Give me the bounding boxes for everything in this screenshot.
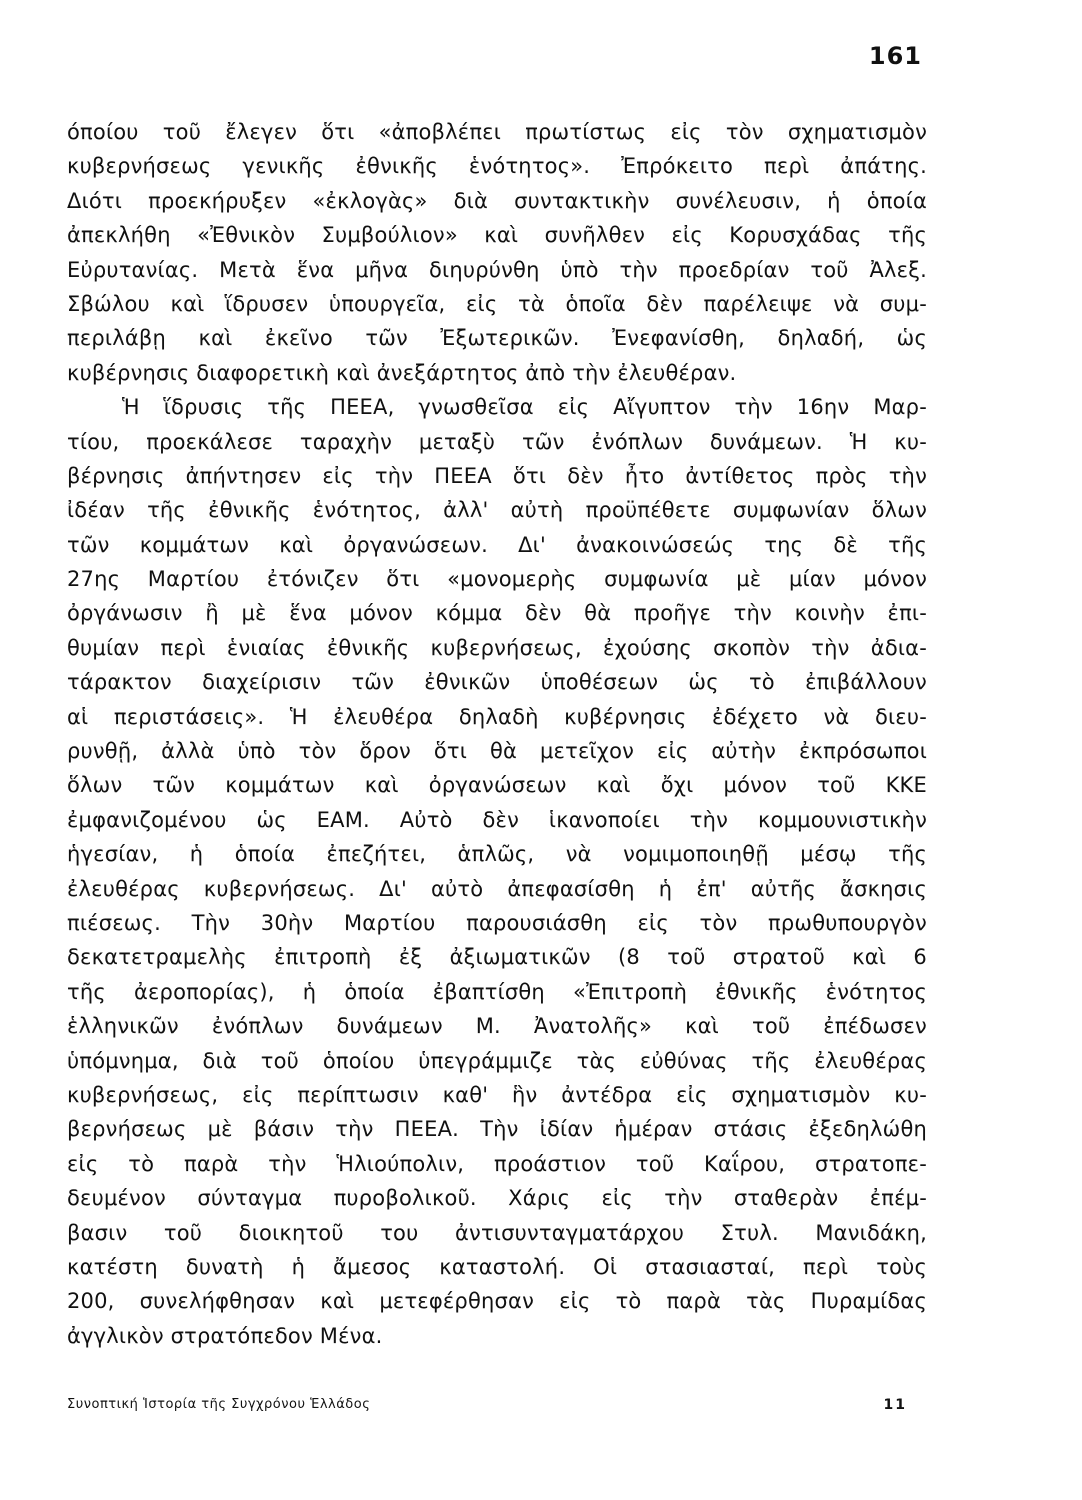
text-line: τῆς ἀεροπορίας), ἡ ὁποία ἐβαπτίσθη «Ἐπιτροπὴ ἐθνικῆς ἑνότητος: [67, 979, 927, 1004]
text-line: ἡγεσίαν, ἡ ὁποία ἐπεζήτει, ἁπλῶς, νὰ νομιμοποιηθῇ μέσῳ τῆς: [67, 842, 927, 867]
text-line: Σβώλου καὶ ἵδρυσεν ὑπουργεῖα, εἰς τὰ ὁποῖα δὲν παρέλειψε νὰ συμ-: [67, 291, 927, 316]
text-line: κατέστη δυνατὴ ἡ ἄμεσος καταστολή. Οἱ στασιασταί, περὶ τοὺς: [67, 1254, 927, 1279]
text-line: όποίου τοῦ ἔλεγεν ὅτι «ἀποβλέπει πρωτίστως εἰς τὸν σχηματισμὸν: [67, 120, 927, 144]
text-line: Εὐρυτανίας. Μετὰ ἕνα μῆνα διηυρύνθη ὑπὸ τὴν προεδρίαν τοῦ Ἀλεξ.: [67, 257, 927, 282]
text-line: κυβερνήσεως, εἰς περίπτωσιν καθ' ἣν ἀντέδρα εἰς σχηματισμὸν κυ-: [67, 1082, 927, 1107]
text-line: τῶν κομμάτων καὶ ὀργανώσεων. Δι' ἀνακοινώσεώς της δὲ τῆς: [67, 532, 927, 557]
text-line: τίου, προεκάλεσε ταραχὴν μεταξὺ τῶν ἐνόπλων δυνάμεων. Ἡ κυ-: [67, 429, 927, 454]
text-line: ἐλευθέρας κυβερνήσεως. Δι' αὐτὸ ἀπεφασίσθη ἡ ἐπ' αὐτῆς ἄσκησις: [67, 876, 927, 901]
text-line: τάρακτον διαχείρισιν τῶν ἐθνικῶν ὑποθέσεων ὡς τὸ ἐπιβάλλουν: [67, 670, 927, 695]
book-title-footer: Συνοπτική Ἱστορία τῆς Συγχρόνου Ἑλλάδος: [67, 1397, 371, 1412]
text-line: ὑπόμνημα, διὰ τοῦ ὁποίου ὑπεγράμμιζε τὰς εὐθύνας τῆς ἐλευθέρας: [67, 1048, 927, 1073]
text-line: δευμένον σύνταγμα πυροβολικοῦ. Χάρις εἰς τὴν σταθερὰν ἐπέμ-: [67, 1186, 927, 1211]
text-line: ἑλληνικῶν ἐνόπλων δυνάμεων Μ. Ἀνατολῆς» καὶ τοῦ ἐπέδωσεν: [67, 1014, 927, 1039]
page-number: 161: [868, 42, 922, 70]
text-line: δεκατετραμελὴς ἐπιτροπὴ ἐξ ἀξιωματικῶν (8 τοῦ στρατοῦ καὶ 6: [67, 945, 927, 970]
text-line: αἱ περιστάσεις». Ἡ ἐλευθέρα δηλαδὴ κυβέρνησις ἐδέχετο νὰ διευ-: [67, 704, 927, 729]
text-line: ρυνθῇ, ἀλλὰ ὑπὸ τὸν ὅρον ὅτι θὰ μετεῖχον εἰς αὐτὴν ἐκπρόσωποι: [67, 739, 927, 764]
text-line: Διότι προεκήρυξεν «ἐκλογὰς» διὰ συντακτικὴν συνέλευσιν, ἡ ὁποία: [67, 188, 927, 213]
text-body: [67, 115, 927, 1353]
text-line: 200, συνελήφθησαν καὶ μετεφέρθησαν εἰς τὸ παρὰ τὰς Πυραμίδας: [67, 1289, 927, 1314]
text-line: βερνήσεως μὲ βάσιν τὴν ΠΕΕΑ. Τὴν ἰδίαν ἡμέραν στάσις ἐξεδηλώθη: [67, 1117, 927, 1142]
text-line: βέρνησις ἀπήντησεν εἰς τὴν ΠΕΕΑ ὅτι δὲν ἦτο ἀντίθετος πρὸς τὴν: [67, 463, 927, 488]
text-line: βασιν τοῦ διοικητοῦ του ἀντισυνταγματάρχου Στυλ. Μανιδάκη,: [67, 1220, 927, 1245]
text-line: κυβέρνησις διαφορετικὴ καὶ ἀνεξάρτητος ἀπὸ τὴν ἐλευθέραν.: [67, 360, 737, 385]
text-line: ἀπεκλήθη «Ἐθνικὸν Συμβούλιον» καὶ συνῆλθεν εἰς Κορυσχάδας τῆς: [67, 223, 927, 248]
page-footer: [67, 1393, 907, 1417]
text-line: περιλάβῃ καὶ ἐκεῖνο τῶν Ἐξωτερικῶν. Ἐνεφανίσθη, δηλαδή, ὡς: [67, 326, 927, 351]
text-line: 27ης Μαρτίου ἐτόνιζεν ὅτι «μονομερὴς συμφωνία μὲ μίαν μόνον: [67, 567, 927, 592]
text-line: κυβερνήσεως γενικῆς ἐθνικῆς ἑνότητος». Ἐπρόκειτο περὶ ἀπάτης.: [67, 154, 927, 179]
signature-mark: 11: [883, 1397, 907, 1413]
text-line: θυμίαν περὶ ἑνιαίας ἐθνικῆς κυβερνήσεως, ἐχούσης σκοπὸν τὴν ἀδια-: [67, 635, 927, 660]
text-line: πιέσεως. Τὴν 30ὴν Μαρτίου παρουσιάσθη εἰς τὸν πρωθυπουργὸν: [67, 910, 927, 935]
text-line: ὀργάνωσιν ἢ μὲ ἕνα μόνον κόμμα δὲν θὰ προῆγε τὴν κοινὴν ἐπι-: [67, 601, 927, 626]
text-line: εἰς τὸ παρὰ τὴν Ἡλιούπολιν, προάστιον τοῦ Καΐρου, στρατοπε-: [67, 1151, 927, 1176]
text-line: ὅλων τῶν κομμάτων καὶ ὀργανώσεων καὶ ὄχι μόνον τοῦ ΚΚΕ: [67, 773, 927, 798]
text-line: ἐμφανιζομένου ὡς ΕΑΜ. Αὐτὸ δὲν ἱκανοποίει τὴν κομμουνιστικὴν: [67, 807, 927, 832]
paragraph-start-line: Ἡ ἵδρυσις τῆς ΠΕΕΑ, γνωσθεῖσα εἰς Αἴγυπτον τὴν 16ην Μαρ-: [122, 395, 927, 420]
text-line: ἀγγλικὸν στρατόπεδον Μένα.: [67, 1323, 383, 1348]
text-line: ἰδέαν τῆς ἐθνικῆς ἑνότητος, ἀλλ' αὐτὴ προϋπέθετε συμφωνίαν ὅλων: [67, 498, 927, 523]
